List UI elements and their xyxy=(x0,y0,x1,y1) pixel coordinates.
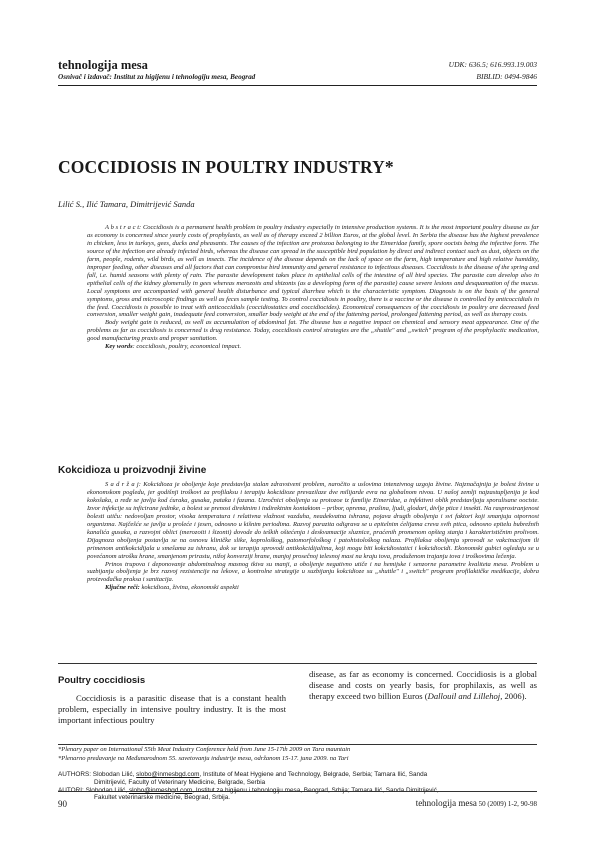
abstract-label: A b s t r a c t: xyxy=(105,224,142,231)
body-left-text: Coccidiosis is a parasitic disease that is a constant health problem, especially in intensive poultry industry. It is the most important infectious poultry xyxy=(58,693,286,725)
footnote-sr: *Plenarno predavanje na Međunarodnom 55. savetovanju industrije mesa, održanom 15-17. juna 2009. na Tari xyxy=(58,755,349,762)
authors-sr-text: Slobodan Lilić, xyxy=(83,786,129,794)
abstract-en xyxy=(87,224,539,351)
journal-name: tehnologija mesa xyxy=(58,58,148,72)
keywords-text: : coccidiosis, poultry, economical impact. xyxy=(132,343,242,351)
authors-sr-continued: Fakultet veterinarske medicine, Beograd, Srbija. xyxy=(94,794,231,802)
article-title: COCCIDIOSIS IN POULTRY INDUSTRY* xyxy=(58,157,394,177)
kljucne-reci-text: kokcidioza, živina, ekonomski aspekti xyxy=(139,584,239,592)
footnote-divider xyxy=(58,744,537,745)
footer-journal: tehnologija mesa xyxy=(415,798,477,808)
biblid-code: BIBLID: 0494-9846 xyxy=(476,72,537,81)
authors-sr-label: AUTORI: xyxy=(58,786,84,794)
authors-en-text-2: , Institute of Meat Hygiene and Technology, Belgrade, Serbia; Tamara Ilić, Sanda xyxy=(199,771,428,778)
section-heading: Poultry coccidiosis xyxy=(58,675,146,686)
body-right-text: disease, as far as economy is concerned. Coccidiosis is a global disease and costs on yearly basis, for prophilaxis, as well as therapy exceed two billion Euros ( xyxy=(309,669,537,701)
footer-divider xyxy=(58,791,537,792)
udk-code: UDK: 636.5; 616.993.19.003 xyxy=(448,60,537,69)
authors-en-continued: Dimitrijević, Faculty of Veterinary Medicine, Belgrade, Serbia xyxy=(94,778,266,786)
sazetak-text: Kokcidioza je oboljenje koje predstavlja stalan zdravstveni problem, naročito u uslovima intenzivnog uzgoja živine. Najznačajnija je bolest živine u ekonomskom pogledu, jer godišnji troškovi za profilaksu i terapiju kokcidioze prevazilaze dve milijarde evra na globalnom nivou. U našoj zemlji najzastupljenija je kod kokošaka, a ređe se javlja kod ćuraka, gusaka, pataka i fazana. Uzročnici oboljenja su protozoe iz familije Eimeridae, a infektivni oblik predstavljaju sporulisane oociste. Izvor infekcije su inficirane jedinke, a bolest se prenosi direktnim i indirektnim kontaktom – pribor, oprema, prašina, ljudi, glodari, divlje ptice i insekti. Na rasprostranjenost bolesti utiču: nedovoljan prostor, visoka temperatura i relativna vlažnost vazduha, neadekvatna ishrana, pojava drugih oboljenja i svi faktori koji smanjuju otpornost organizma. Najčešće se javlja u proleće i jesen, odnosno u kišnim periodima. Razvoj parazita odigrava se u epitelnim ćelijama creva svih ptica, odnosno epitelu bubrežnih kanalića gusaka, a razvojni oblici (merozoiti i šizonti) dovode do teških oštećenja i deskvamacije sluznice, praćenih promenom opšteg stanja i karakterističnim prolivom. Dijagnoza oboljenja postavlja se na osnovu kliničke slike, koprološkog, patomorfološkog i patohistološkog nalaza. Profilaksa oboljenja sprovodi se vakcinacijom ili primenom antikokcidijala u smešama za ishranu, dok se terapija sprovodi antikokcidijalima, koji mogu biti kokcidiostatici i kokcidiocidi. Ekonomski gubici ogledaju se u povećanom utrošku hrane, smanjenom prirastu, nižoj konverziji hrane, manjoj prosečnoj telesnoj masi na kraju tova, produženom trajanju tova i troškovima lečenja. xyxy=(87,481,540,560)
body-divider xyxy=(58,663,537,664)
abstract-text-continued: Body weight gain is reduced, as well as accumulation of abdominal fat. The disease has a negative impact on chemical and sensory meat appearance. One of the problems as far as coccidiosis is concerned is drug resistance. Today, coccidiosis control strategies are the „shuttle" and „switch" program of the prophylactic medication, good manufacturing praxis and proper sanitation. xyxy=(87,319,539,343)
sazetak-label: S a d r ž a j: xyxy=(105,481,141,488)
abstract-text: Coccidiosis is a permanent health problem in poultry industry especially in intensive production systems. It is the most important poultry disease as far as economy is concerned since yearly costs of prophylaxis, as well as of therapy exceed 2 billion Euros, at the global level. In Serbia the disease has the highest prevalence in chicken, less in turkeys, gees, ducks and pheasants. The causes of the infection are protozoa belonging to the Eimeridae family, spore oocists being the infective form. The source of the infection are already infected birds, whereas the disease can spread in the susceptible bird population by direct and indirect contact such as dust, objects on the farm, people, rodents, wild birds, as well as insects. The incidence of the disease depends on the lack of space on the farm, high temperature and high relative humidity, improper feeding, other diseases and all factors that can compromise bird immunity and general resistance to infectious diseases. Coccidiosis is the disease of the spring and fall, i.e. humid seasons with plenty of rain. The parasite development takes place in epithelial cells of the intestine of all bird species. The parasite can develop also in epithelial cells of the kidney glomerully in gees whereas merozoits and shizonts (as a developing form of the parasite) cause severe lesions and desquamation of the mucus. Local symptoms are accompanied with general health disturbance and typical diarrhea which is the characteristic symptom. Diagnosis is on the basis of the general symptoms, gross and microscopic findings as well as feces sample testing. To control coccidiosis in poultry, there is a vaccine or the disease is controlled by anticoccidials in the feed. Coccidiosis is possible to treat with anticoccidials (coccidiostatics and coccidiocides). Economical consequences of the coccidiosis in poultry are decreased feed conversion, smaller weight gain, inadequate feed conversion, smaller body weight at the end of the fattening period, prolonged fattening period, as well as therapy costs. xyxy=(87,224,539,319)
citation: Dallouil and Lillehoj xyxy=(427,690,501,701)
abstract-sr xyxy=(87,481,539,592)
sazetak-text-continued: Prinos trupova i deponovanje abdominalnog masnog tkiva su manji, a oboljenje negativno utiče i na hemijske i senzorne parametre kvaliteta mesa. Problem u suzbijanju oboljenja je brz razvoj rezistencije na lekove, a kontrolne strategije u suzbijanju kokcidioze su „shuttle" i „switch" program profilaktičke medikacije, dobra proizvođačka praksa i sanitacija. xyxy=(87,560,539,584)
body-right-column xyxy=(309,669,537,701)
footer-issue: 50 (2009) 1-2, 90-98 xyxy=(476,800,537,808)
serbian-title: Kokcidioza u proizvodnji živine xyxy=(58,465,207,476)
header-divider xyxy=(58,85,537,86)
autor-email-link[interactable]: slobo@inmesbgd.com xyxy=(128,786,193,794)
body-right-text-end: , 2006). xyxy=(500,690,527,701)
authors-en-text: Slobodan Lilić, xyxy=(91,771,137,778)
author-email-link[interactable]: slobo@inmesbgd.com xyxy=(136,771,200,778)
body-left-column xyxy=(58,693,286,725)
authors-en-label: AUTHORS: xyxy=(58,771,92,778)
kljucne-reci-label: Ključne reči: xyxy=(105,584,140,592)
publisher-line: Osnivač i izdavač: Institut za higijenu i tehnologiju mesa, Beograd xyxy=(58,73,256,81)
authors-sr-text-2: , Institut za higijenu i tehnologiju mesa, Beograd, Srbija; Tamara Ilić, Sanda Dimitrijević, xyxy=(192,786,439,794)
footnote-en: *Plenary paper on International 55th Meat Industry Conference held from June 15-17th 2009 on Tara mauntain xyxy=(58,746,351,753)
page-number: 90 xyxy=(58,799,67,809)
keywords-label: Key words xyxy=(105,343,133,351)
footer-citation xyxy=(416,798,537,808)
article-authors: Lilić S., Ilić Tamara, Dimitrijević Sanda xyxy=(58,199,195,209)
